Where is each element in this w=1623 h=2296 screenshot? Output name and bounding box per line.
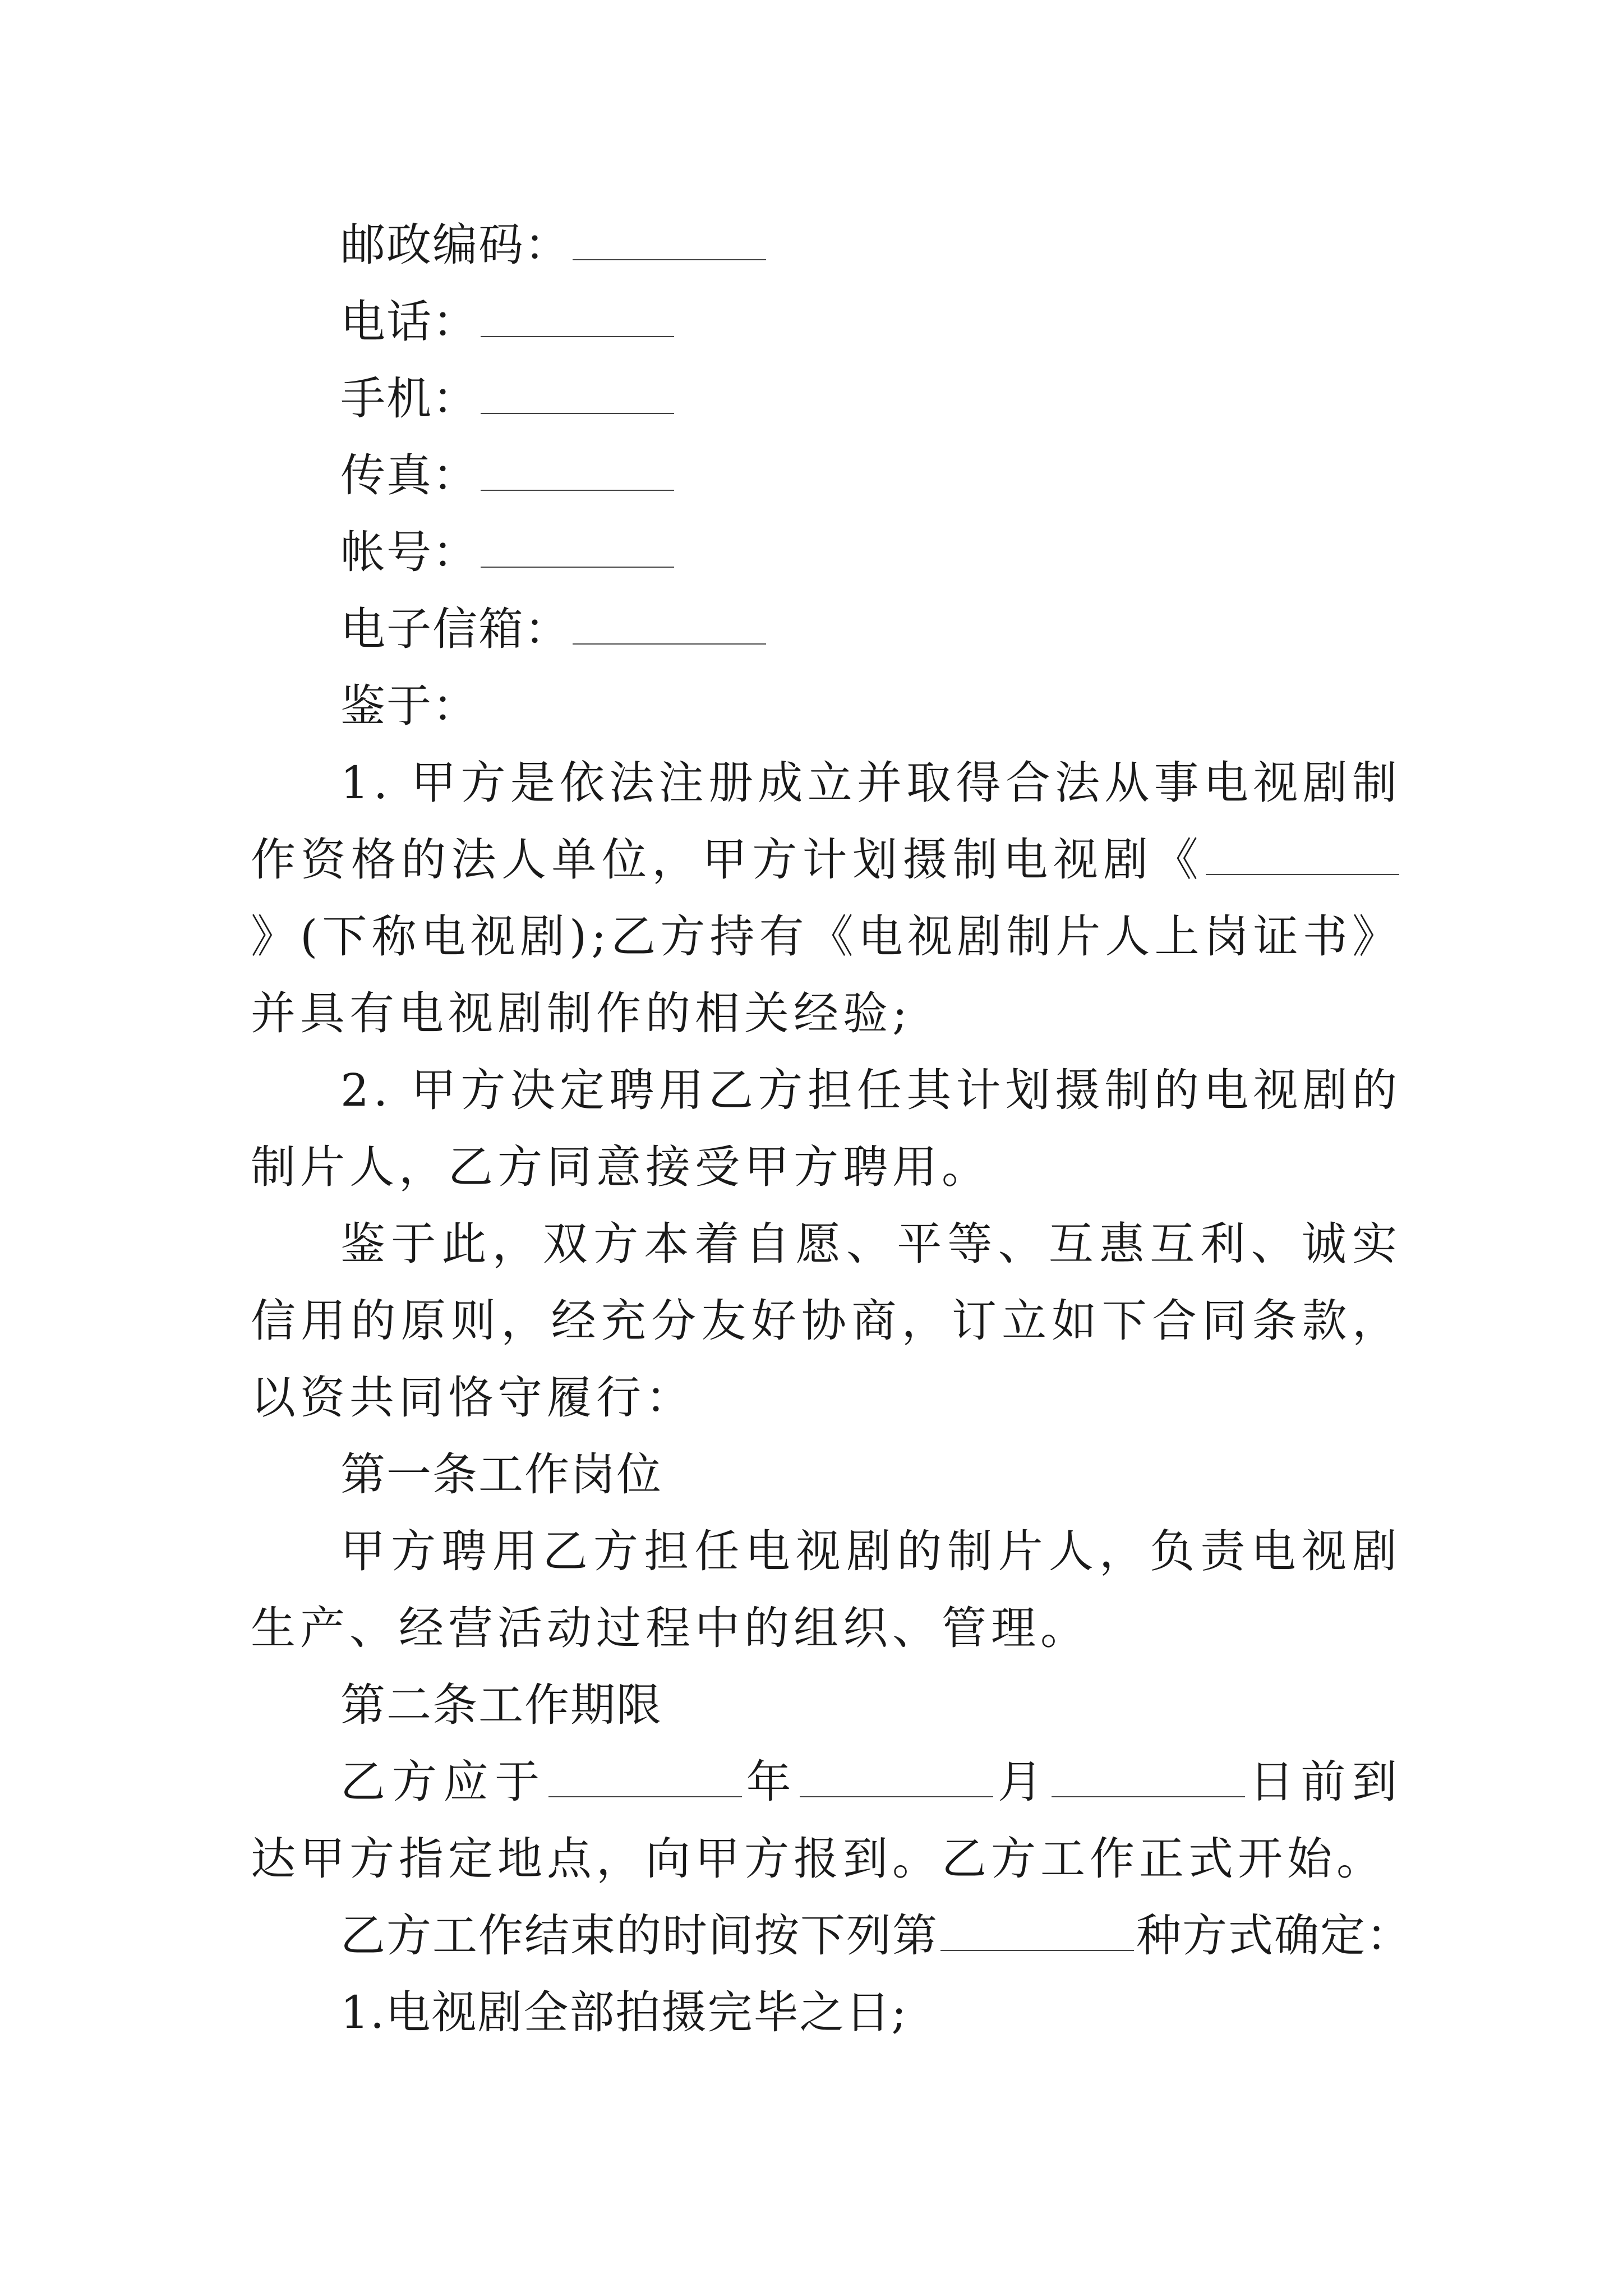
article-1-title: 第一条工作岗位 <box>340 1448 662 1501</box>
day-suffix: 日前到达甲方指定地点，向甲方报到。乙方工作正式开始。 <box>251 1756 1402 1885</box>
month-blank <box>800 1763 993 1797</box>
year-label: 年 <box>744 1756 798 1808</box>
article-2-start-date <box>251 1743 1401 1897</box>
start-prefix: 乙方应于 <box>340 1756 546 1808</box>
account-field <box>251 514 1401 591</box>
field-label: 电话： <box>340 296 478 348</box>
day-blank <box>1052 1763 1245 1797</box>
field-label: 传真： <box>340 449 478 501</box>
mobile-field <box>251 360 1401 437</box>
postal-code-field <box>251 206 1401 283</box>
fill-in-blank <box>481 379 674 414</box>
whereas-heading: 鉴于： <box>340 680 478 732</box>
year-blank <box>548 1763 742 1797</box>
intro-paragraph: 鉴于此，双方本着自愿、平等、互惠互利、诚实信用的原则，经充分友好协商，订立如下合同条款，以资共同恪守履行： <box>251 1218 1401 1424</box>
month-label: 月 <box>995 1756 1049 1808</box>
fill-in-blank <box>481 456 674 491</box>
fill-in-blank <box>481 533 674 568</box>
email-field <box>251 591 1401 668</box>
article-2-option-1: 1.电视剧全部拍摄完毕之日; <box>340 1986 908 2039</box>
end-prefix: 乙方工作结束的时间按下列第 <box>340 1910 938 1962</box>
contract-body <box>251 206 1412 2051</box>
field-label: 帐号： <box>340 526 478 578</box>
fill-in-blank <box>573 610 766 645</box>
field-label: 邮政编码： <box>340 219 570 271</box>
drama-title-blank <box>1206 840 1399 875</box>
field-label: 手机： <box>340 372 478 425</box>
end-suffix: 种方式确定： <box>1136 1910 1412 1962</box>
fill-in-blank <box>573 226 766 260</box>
article-2-title: 第二条工作期限 <box>340 1679 662 1731</box>
recital-1-text-end: 》(下称电视剧);乙方持有《电视剧制片人上岗证书》并具有电视剧制作的相关经验; <box>251 910 1401 1039</box>
fax-field <box>251 437 1401 514</box>
article-1-body: 甲方聘用乙方担任电视剧的制片人，负责电视剧生产、经营活动过程中的组织、管理。 <box>251 1525 1401 1654</box>
recital-2: 2. 甲方决定聘用乙方担任其计划摄制的电视剧的制片人，乙方同意接受甲方聘用。 <box>251 1064 1401 1193</box>
recital-1-text-start: 1. 甲方是依法注册成立并取得合法从事电视剧制作资格的法人单位，甲方计划摄制电视剧《 <box>251 757 1401 886</box>
recital-1 <box>251 744 1401 1052</box>
phone-field <box>251 283 1401 360</box>
option-number-blank <box>940 1916 1134 1951</box>
fill-in-blank <box>481 302 674 337</box>
article-2-end-rule <box>251 1897 1412 1974</box>
field-label: 电子信箱： <box>340 603 570 655</box>
